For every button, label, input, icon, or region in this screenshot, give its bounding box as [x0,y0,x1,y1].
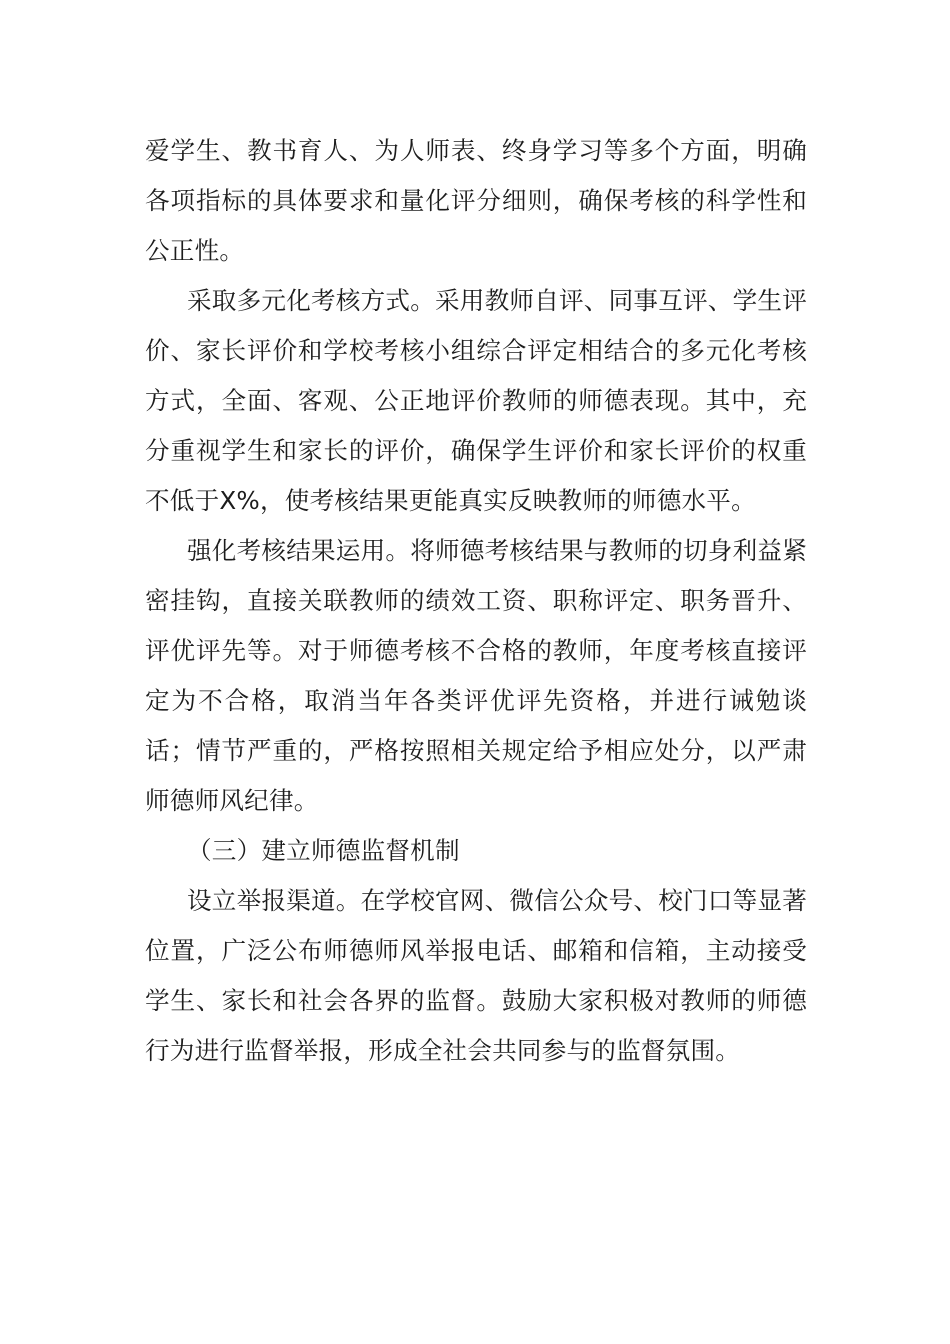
paragraph-result-application: 强化考核结果运用。将师德考核结果与教师的切身利益紧密挂钩，直接关联教师的绩效工资、职称评定、职务晋升、评优评先等。对于师德考核不合格的教师，年度考核直接评定为不合格，取消当年各类评优评先资格，并进行诫勉谈话；情节严重的，严格按照相关规定给予相应处分，以严肃师德师风纪律。 [145,536,807,815]
paragraph-evaluation-criteria: 爱学生、教书育人、为人师表、终身学习等多个方面，明确各项指标的具体要求和量化评分细则，确保考核的科学性和公正性。 [145,136,807,265]
document-page [145,126,807,1076]
paragraph-diversified-assessment: 采取多元化考核方式。采用教师自评、同事互评、学生评价、家长评价和学校考核小组综合评定相结合的多元化考核方式，全面、客观、公正地评价教师的师德表现。其中，充分重视学生和家长的评价，确保学生评价和家长评价的权重不低于X%，使考核结果更能真实反映教师的师德水平。 [145,286,807,515]
section-heading: （三）建立师德监督机制 [187,836,460,865]
paragraph-reporting-channels: 设立举报渠道。在学校官网、微信公众号、校门口等显著位置，广泛公布师德师风举报电话、邮箱和信箱，主动接受学生、家长和社会各界的监督。鼓励大家积极对教师的师德行为进行监督举报，形成全社会共同参与的监督氛围。 [145,886,807,1065]
